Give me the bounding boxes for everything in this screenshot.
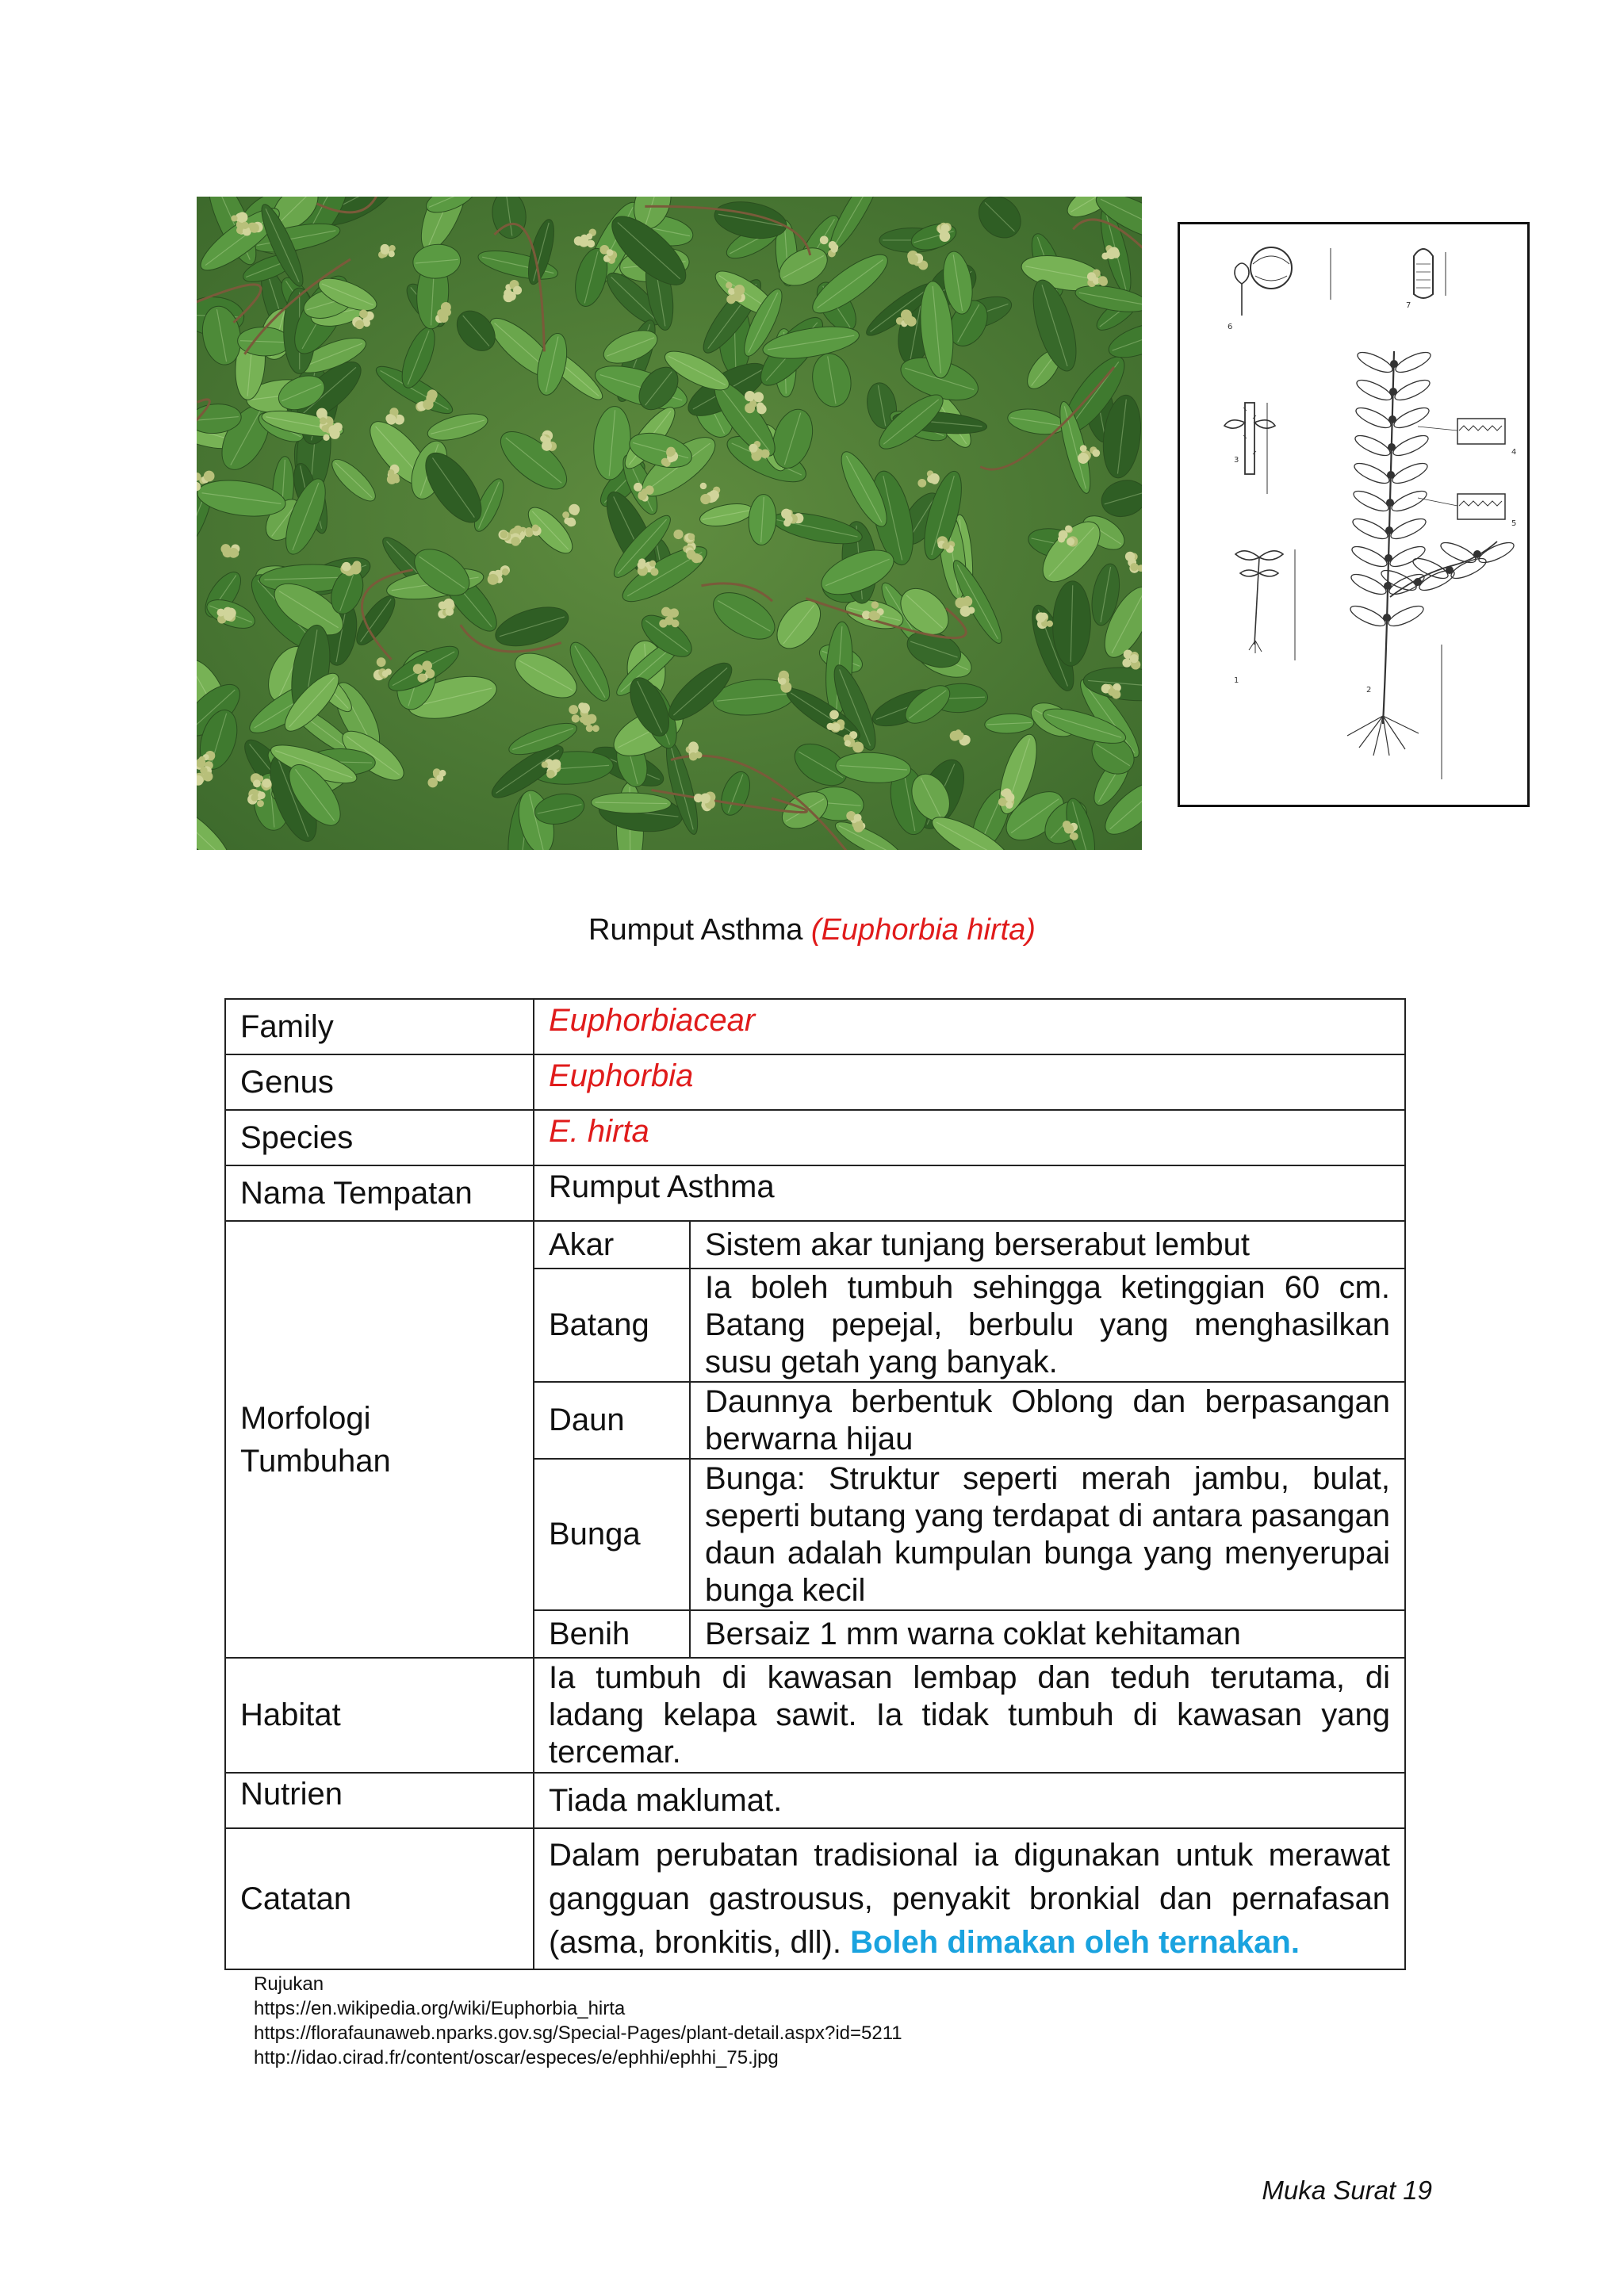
morfologi-part-bunga: Bunga [534, 1459, 690, 1610]
nutrien-value: Tiada maklumat. [534, 1773, 1405, 1828]
table-row-catatan [225, 1828, 1405, 1969]
references-title: Rujukan [254, 1973, 324, 1995]
botanical-illustration [1178, 222, 1530, 807]
table-row-akar [225, 1221, 1405, 1269]
catatan-label: Catatan [225, 1828, 534, 1969]
morfologi-desc-akar: Sistem akar tunjang berserabut lembut [690, 1221, 1405, 1269]
morfologi-desc-batang: Ia boleh tumbuh sehingga ketinggian 60 cm. Batang pepejal, berbulu yang menghasilkan susu getah yang banyak. [690, 1269, 1405, 1382]
species-label: Species [225, 1110, 534, 1165]
illustration-seedling [1235, 549, 1295, 660]
morfologi-part-daun: Daun [534, 1382, 690, 1459]
habitat-value: Ia tumbuh di kawasan lembap dan teduh terutama, di ladang kelapa sawit. Ia tidak tumbuh di kawasan yang tercemar. [534, 1658, 1405, 1773]
figure-caption [0, 913, 1624, 947]
morfologi-desc-bunga: Bunga: Struktur seperti merah jambu, bulat, seperti butang yang terdapat di antara pasangan daun adalah kumpulan bunga yang menyerupai bunga kecil [690, 1459, 1405, 1610]
table-row-nama-tempatan [225, 1165, 1405, 1221]
morfologi-part-akar: Akar [534, 1221, 690, 1269]
fig-label-5: 5 [1511, 519, 1517, 528]
illustration-seed [1414, 249, 1446, 298]
table-row-genus [225, 1054, 1405, 1110]
fig-label-2: 2 [1366, 686, 1372, 695]
page-number: Muka Surat 19 [1262, 2175, 1432, 2205]
fig-label-3: 3 [1234, 456, 1239, 465]
family-value: Euphorbiacear [534, 999, 1405, 1054]
table-row-species [225, 1110, 1405, 1165]
reference-link[interactable]: https://florafaunaweb.nparks.gov.sg/Special-Pages/plant-detail.aspx?id=5211 [254, 2022, 902, 2044]
fig-label-1: 1 [1234, 676, 1239, 685]
plant-photo [197, 197, 1142, 850]
nama-tempatan-label: Nama Tempatan [225, 1165, 534, 1221]
plant-info-table [224, 998, 1406, 1970]
morfologi-part-benih: Benih [534, 1610, 690, 1658]
catatan-highlight: Boleh dimakan oleh ternakan. [850, 1924, 1300, 1960]
reference-link[interactable]: http://idao.cirad.fr/content/oscar/especes/e/ephhi/ephhi_75.jpg [254, 2047, 779, 2068]
caption-scientific-name: (Euphorbia hirta) [810, 913, 1036, 947]
fig-label-6: 6 [1228, 323, 1233, 331]
references [254, 1972, 902, 2070]
table-row-nutrien [225, 1773, 1405, 1828]
genus-value: Euphorbia [534, 1054, 1405, 1110]
caption-common-name: Rumput Asthma [588, 913, 803, 947]
table-row-habitat [225, 1658, 1405, 1773]
morfologi-label-line1: Morfologi [240, 1400, 371, 1436]
morfologi-desc-daun: Daunnya berbentuk Oblong dan berpasangan berwarna hijau [690, 1382, 1405, 1459]
morfologi-part-batang: Batang [534, 1269, 690, 1382]
fig-label-4: 4 [1511, 448, 1517, 457]
illustration-stem-detail [1224, 403, 1275, 494]
catatan-value [534, 1828, 1405, 1969]
morfologi-label-line2: Tumbuhan [240, 1443, 391, 1479]
illustration-capsule [1235, 247, 1331, 316]
morfologi-desc-benih: Bersaiz 1 mm warna coklat kehitaman [690, 1610, 1405, 1658]
illustration-whole-plant [1347, 349, 1516, 756]
nama-tempatan-value: Rumput Asthma [534, 1165, 1405, 1221]
nutrien-label: Nutrien [225, 1773, 534, 1828]
species-value: E. hirta [534, 1110, 1405, 1165]
family-label: Family [225, 999, 534, 1054]
genus-label: Genus [225, 1054, 534, 1110]
morfologi-label [225, 1221, 534, 1658]
fig-label-7: 7 [1406, 301, 1411, 310]
habitat-label: Habitat [225, 1658, 534, 1773]
table-row-family [225, 999, 1405, 1054]
illustration-leaf-detail [1418, 419, 1505, 519]
catatan-text: Dalam perubatan tradisional ia digunakan untuk merawat gangguan gastrousus, penyakit bronkial dan pernafasan (asma, bronkitis, dll). [549, 1837, 1390, 1960]
reference-link[interactable]: https://en.wikipedia.org/wiki/Euphorbia_hirta [254, 1998, 626, 2019]
